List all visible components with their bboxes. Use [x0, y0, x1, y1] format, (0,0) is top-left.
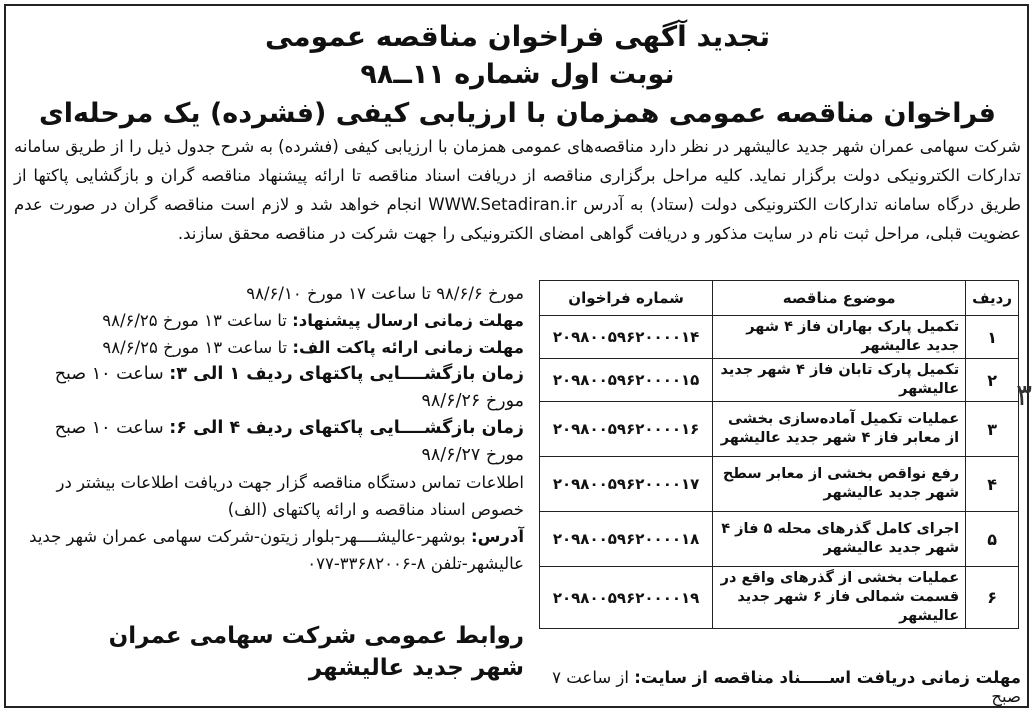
- row-subject: اجرای کامل گذرهای محله ۵ فاز ۴ شهر جدید عالیشهر: [713, 512, 966, 567]
- table-row: [540, 402, 1019, 457]
- row-subject: تکمیل پارک تابان فاز ۴ شهر جدید عالیشهر: [713, 359, 966, 402]
- signature-block: [14, 620, 524, 684]
- envelope-label: مهلت زمانی ارائه پاکت الف:: [292, 338, 524, 357]
- ad-header: [20, 18, 1015, 134]
- row-code: ۲۰۹۸۰۰۵۹۶۲۰۰۰۰۱۶: [540, 402, 713, 457]
- row-number: ۳: [966, 402, 1019, 457]
- row-code: ۲۰۹۸۰۰۵۹۶۲۰۰۰۰۱۹: [540, 567, 713, 629]
- document-download-deadline: [521, 668, 1021, 706]
- row-number: ۶: [966, 567, 1019, 629]
- submit-label: مهلت زمانی ارسال پیشنهاد:: [292, 311, 524, 330]
- intro-paragraph: شرکت سهامی عمران شهر جدید عالیشهر در نظر دارد مناقصه‌های عمومی همزمان با ارزیابی کیفی (فشرده) به شرح جدول ذیل را از طریق سامانه تدارکات الکترونیکی دولت برگزار نماید. کلیه مراحل برگزاری مناقصه از دریافت اسناد مناقصه تا ارائه پیشنهاد مناقصه گران و بازگشایی پاکتها از طریق درگاه سامانه تدارکات الکترونیکی دولت (ستاد) به آدرس WWW.Setadiran.ir انجام خواهد شد و لازم است مناقصه گران در صورت عدم عضویت قبلی، مراحل ثبت نام در سایت مذکور و دریافت گواهی امضای الکترونیکی را جهت شرکت در مناقصه محقق سازند.: [14, 137, 1021, 243]
- row-subject: عملیات تکمیل آماده‌سازی بخشی از معابر فاز ۴ شهر جدید عالیشهر: [713, 402, 966, 457]
- row-subject: رفع نواقص بخشی از معابر سطح شهر جدید عالیشهر: [713, 457, 966, 512]
- row-subject: عملیات بخشی از گذرهای واقع در قسمت شمالی فاز ۶ شهر جدید عالیشهر: [713, 567, 966, 629]
- envelope-value: تا ساعت ۱۳ مورخ ۹۸/۶/۲۵: [102, 338, 288, 357]
- row-number: ۵: [966, 512, 1019, 567]
- row-number: ۱: [966, 316, 1019, 359]
- table-row: [540, 359, 1019, 402]
- opening-1-label: زمان بازگشــــایی پاکتهای ردیف ۱ الی ۳:: [169, 364, 524, 384]
- ad-title: تجدید آگهی فراخوان مناقصه عمومی: [264, 20, 771, 53]
- row-number: ۴: [966, 457, 1019, 512]
- opening-time-1: [14, 361, 524, 415]
- row-subject: تکمیل پارک بهاران فاز ۴ شهر جدید عالیشهر: [713, 316, 966, 359]
- download-label: مهلت زمانی دریافت اســـــناد مناقصه از سایت:: [634, 668, 1021, 687]
- table-row: [540, 457, 1019, 512]
- opening-2-label: زمان بازگشــــایی پاکتهای ردیف ۴ الی ۶:: [169, 418, 524, 438]
- tenders-table: [539, 280, 1019, 629]
- table-header-row: [540, 281, 1019, 316]
- header-row-number: ردیف: [966, 281, 1019, 316]
- table-row: [540, 316, 1019, 359]
- contact-info: اطلاعات تماس دستگاه مناقصه گزار جهت دریافت اطلاعات بیشتر در خصوص اسناد مناقصه و ارائه پاکتهای (الف): [56, 473, 524, 519]
- row-code: ۲۰۹۸۰۰۵۹۶۲۰۰۰۰۱۴: [540, 316, 713, 359]
- download-value: از ساعت ۷ صبح: [552, 668, 1021, 706]
- row-code: ۲۰۹۸۰۰۵۹۶۲۰۰۰۰۱۵: [540, 359, 713, 402]
- address: [14, 523, 524, 577]
- envelope-deadline: [14, 334, 524, 361]
- address-label: آدرس:: [471, 527, 524, 546]
- header-subject: موضوع مناقصه: [713, 281, 966, 316]
- table-row: [540, 512, 1019, 567]
- header-code: شماره فراخوان: [540, 281, 713, 316]
- ad-subtitle: نوبت اول شماره ۱۱ــ۹۸: [360, 59, 675, 90]
- doc-time: مورخ ۹۸/۶/۶ تا ساعت ۱۷ مورخ ۹۸/۶/۱۰: [246, 284, 524, 303]
- row-code: ۲۰۹۸۰۰۵۹۶۲۰۰۰۰۱۷: [540, 457, 713, 512]
- opening-2-value: ساعت ۱۰ صبح مورخ ۹۸/۶/۲۷: [54, 418, 524, 465]
- signature-line-2: شهر جدید عالیشهر: [308, 655, 524, 681]
- schedule-info: [14, 280, 524, 577]
- opening-time-2: [14, 415, 524, 469]
- ad-heading: فراخوان مناقصه عمومی همزمان با ارزیابی کیفی (فشرده) یک مرحله‌ای: [39, 98, 996, 129]
- row-code: ۲۰۹۸۰۰۵۹۶۲۰۰۰۰۱۸: [540, 512, 713, 567]
- address-value: بوشهر-عالیشــــهر-بلوار زیتون-شرکت سهامی عمران شهر جدید عالیشهر-تلفن ۸-۳۳۶۸۲۰۰۶-۰۷۷: [29, 527, 524, 573]
- submit-deadline: [14, 307, 524, 334]
- submit-value: تا ساعت ۱۳ مورخ ۹۸/۶/۲۵: [102, 311, 287, 330]
- signature-line-1: روابط عمومی شرکت سهامی عمران: [108, 623, 524, 649]
- opening-1-value: ساعت ۱۰ صبح مورخ ۹۸/۶/۲۶: [54, 364, 524, 411]
- row-number: ۲: [966, 359, 1019, 402]
- edge-handwritten-mark: ۳: [1016, 378, 1033, 413]
- table-row: [540, 567, 1019, 629]
